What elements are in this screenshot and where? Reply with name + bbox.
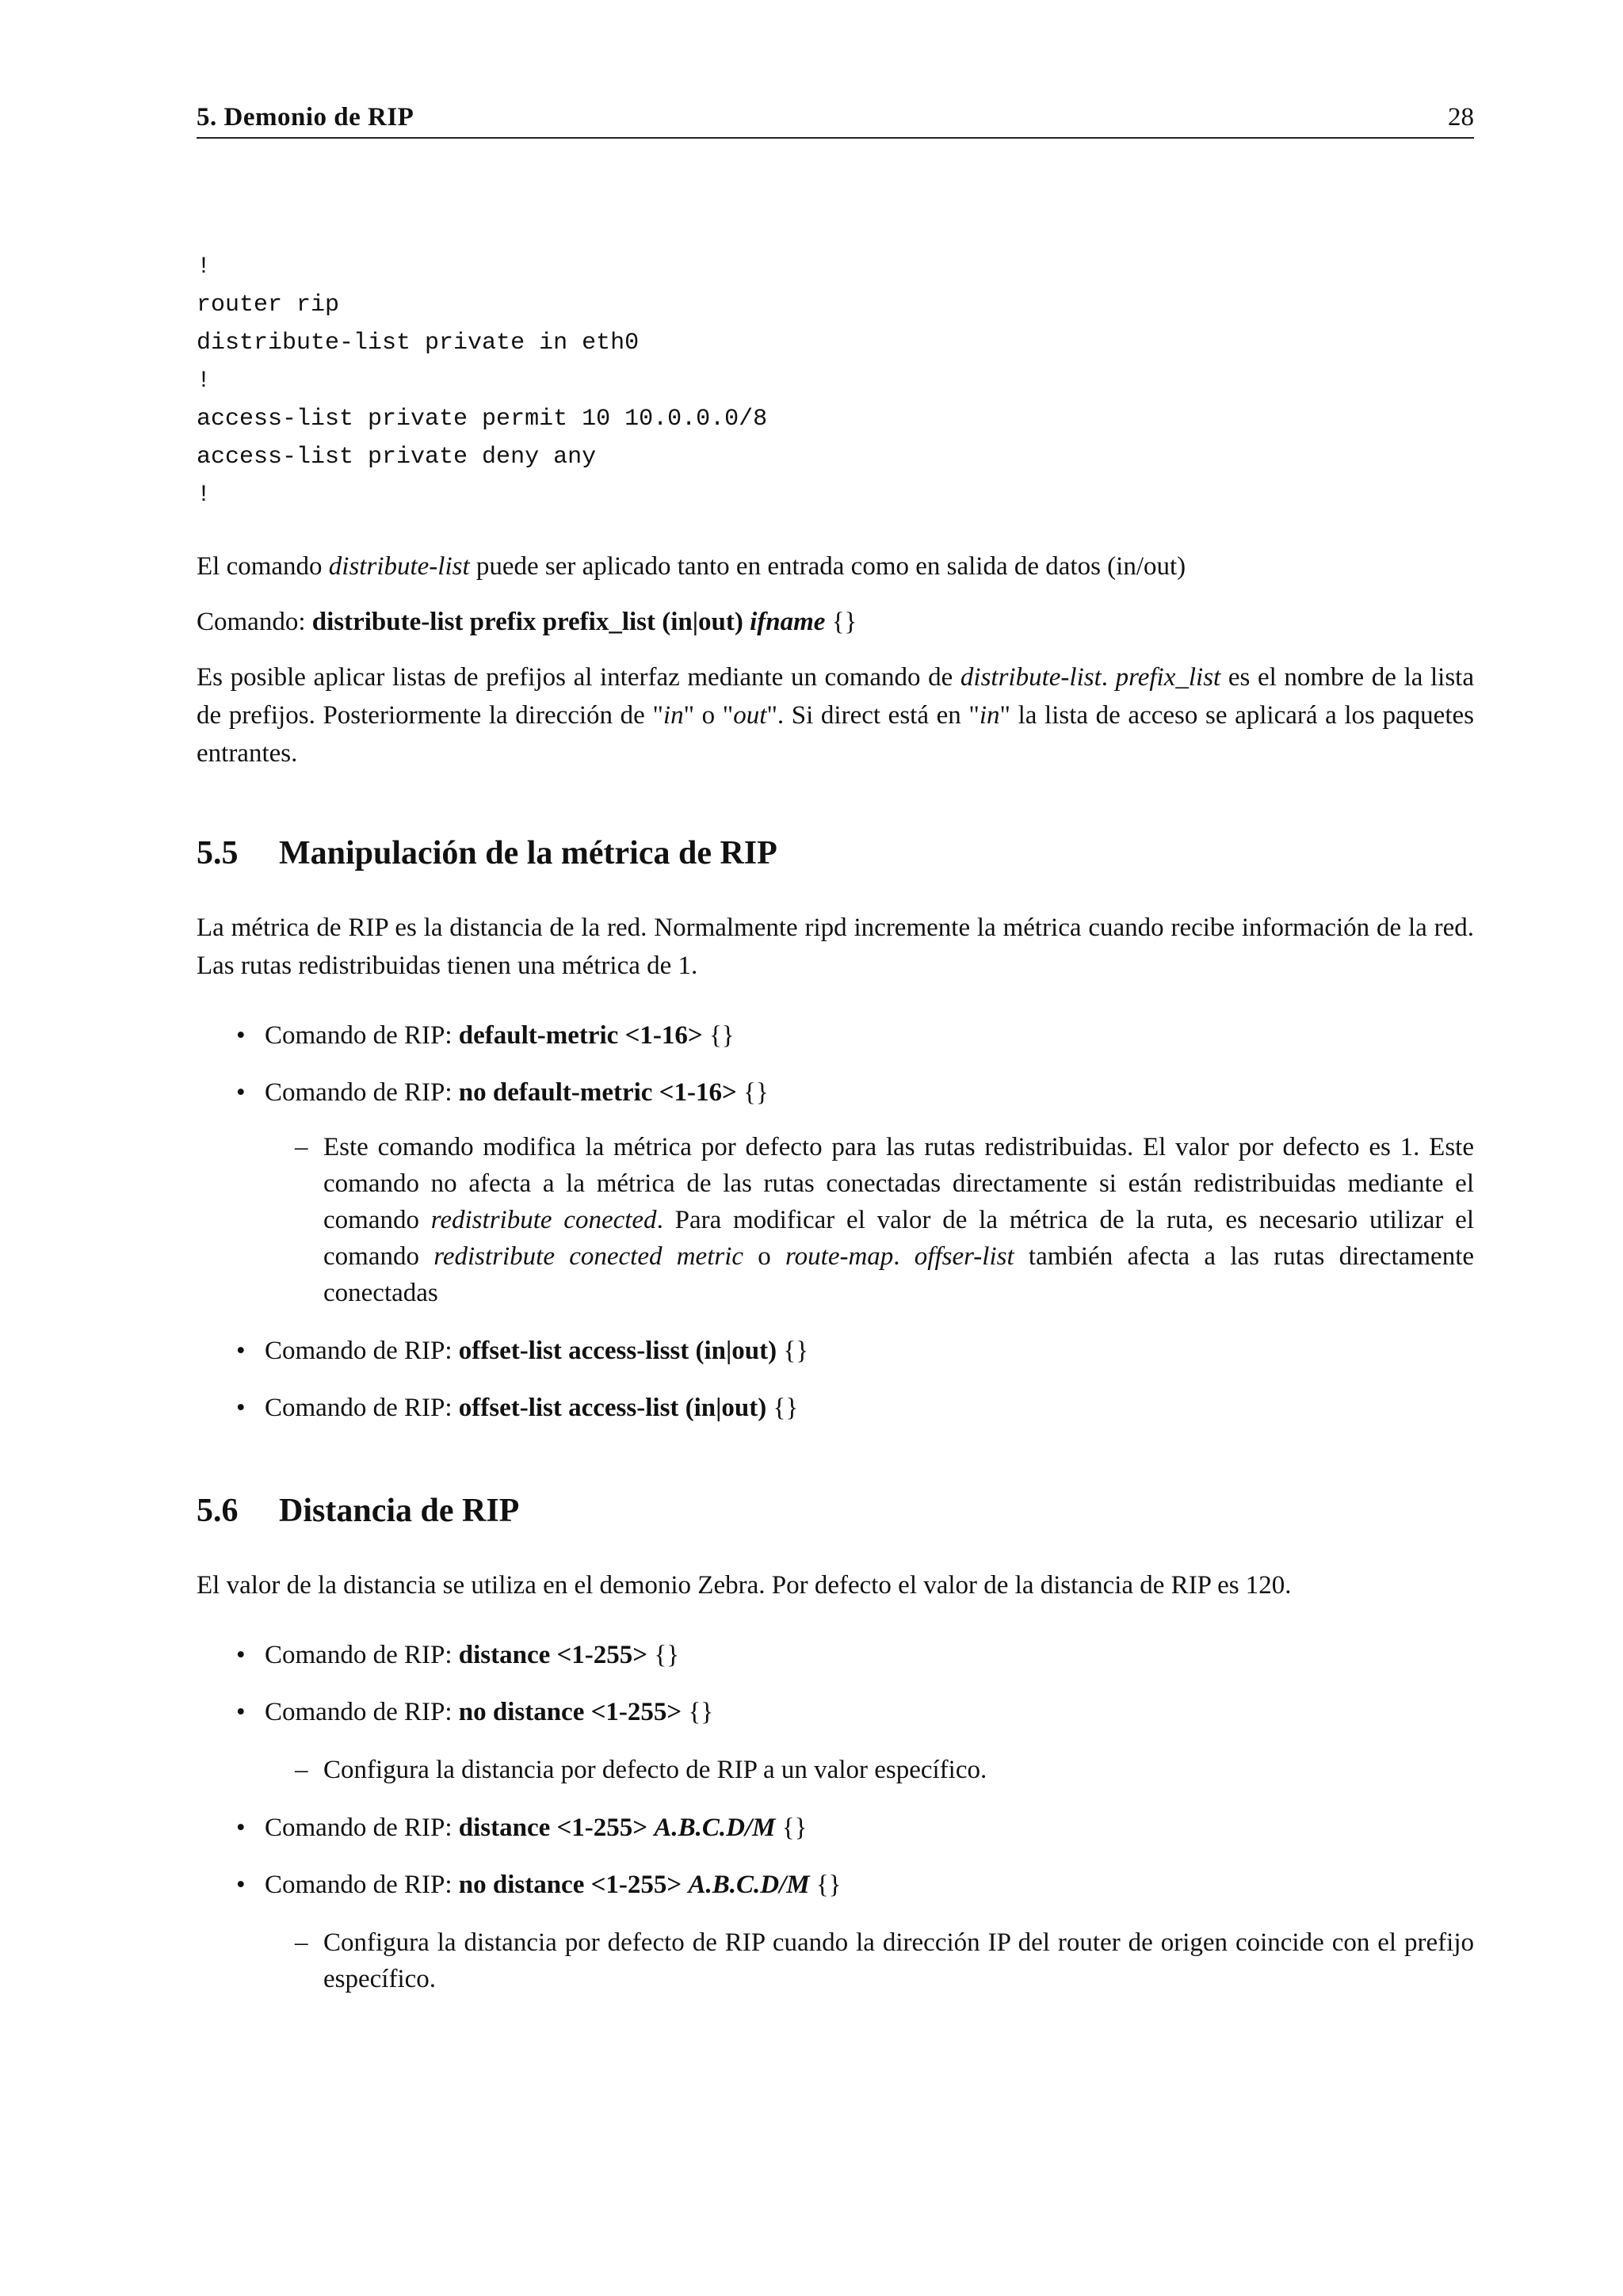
running-header <box>197 103 1474 139</box>
bullet-icon: • <box>236 1078 246 1107</box>
code-line: ! <box>197 254 212 280</box>
code-line: access-list private deny any <box>197 444 597 471</box>
bullet-icon: • <box>236 1871 246 1899</box>
page-number: 28 <box>1448 103 1474 132</box>
list-item: • Comando de RIP: distance <1-255> {} <box>197 1636 1474 1674</box>
list-item: • Comando de RIP: no distance <1-255> A.B.C.D/M {} <box>197 1866 1474 1904</box>
dash-icon: – <box>295 1756 308 1784</box>
document-page <box>197 103 1474 1997</box>
sub-item-distance: – Configura la distancia por defecto de RIP a un valor específico. <box>197 1752 1474 1788</box>
dash-icon: – <box>295 1133 308 1161</box>
code-line: access-list private permit 10 10.0.0.0/8 <box>197 406 768 433</box>
dash-icon: – <box>295 1928 308 1957</box>
bullet-list-distance-prefix <box>197 1809 1474 1904</box>
bullet-icon: • <box>236 1021 246 1050</box>
section-heading-5-5: 5.5 Manipulación de la métrica de RIP <box>197 835 777 871</box>
code-line: distribute-list private in eth0 <box>197 330 640 357</box>
paragraph-prefix-list: Es posible aplicar listas de prefijos al interfaz mediante un comando de distribute-list. prefix_list es el nombre de la lista de prefijos. Posteriormente la dirección de "in" o "out". Si direct está en "in" la lista de acceso se aplicará a los paquetes entrantes. <box>197 663 1474 768</box>
list-item: • Comando de RIP: default-metric <1-16> {} <box>197 1016 1474 1055</box>
bullet-icon: • <box>236 1394 246 1422</box>
bullet-list-metric <box>197 1016 1474 1112</box>
code-line: ! <box>197 482 212 509</box>
code-block <box>197 248 1474 514</box>
bullet-icon: • <box>236 1698 246 1726</box>
bullet-icon: • <box>236 1814 246 1842</box>
section-5-6-intro: El valor de la distancia se utiliza en el demonio Zebra. Por defecto el valor de la distancia de RIP es 120. <box>197 1571 1292 1600</box>
chapter-title: 5. Demonio de RIP <box>197 103 414 132</box>
section-heading-5-6: 5.6 Distancia de RIP <box>197 1493 520 1529</box>
code-line: router rip <box>197 292 340 318</box>
code-line: ! <box>197 368 212 395</box>
list-item: • Comando de RIP: offset-list access-lisst (in|out) {} <box>197 1332 1474 1370</box>
sub-item-default-metric: – Este comando modifica la métrica por defecto para las rutas redistribuidas. El valor por defecto es 1. Este comando no afecta a la métrica de las rutas conectadas directamente si están redistribuidas mediante el comando redistribute conected. Para modificar el valor de la métrica de la ruta, es necesario utilizar el comando redistribute conected metric o route-map. offser-list también afecta a las rutas directamente conectadas <box>197 1129 1474 1311</box>
command-distribute-prefix: Comando: distribute-list prefix prefix_list (in|out) ifname {} <box>197 608 857 636</box>
bullet-list-distance <box>197 1636 1474 1731</box>
list-item: • Comando de RIP: no distance <1-255> {} <box>197 1693 1474 1731</box>
bullet-icon: • <box>236 1337 246 1365</box>
paragraph-distribute-list: El comando distribute-list puede ser aplicado tanto en entrada como en salida de datos (in/out) <box>197 552 1186 581</box>
list-item: • Comando de RIP: offset-list access-list (in|out) {} <box>197 1389 1474 1427</box>
sub-item-distance-prefix: – Configura la distancia por defecto de RIP cuando la dirección IP del router de origen coincide con el prefijo específico. <box>197 1924 1474 1997</box>
section-5-5-intro: La métrica de RIP es la distancia de la red. Normalmente ripd incremente la métrica cuando recibe información de la red. Las rutas redistribuidas tienen una métrica de 1. <box>197 913 1474 980</box>
bullet-icon: • <box>236 1641 246 1669</box>
list-item: • Comando de RIP: distance <1-255> A.B.C.D/M {} <box>197 1809 1474 1847</box>
list-item: • Comando de RIP: no default-metric <1-16> {} <box>197 1074 1474 1112</box>
bullet-list-offset <box>197 1332 1474 1427</box>
